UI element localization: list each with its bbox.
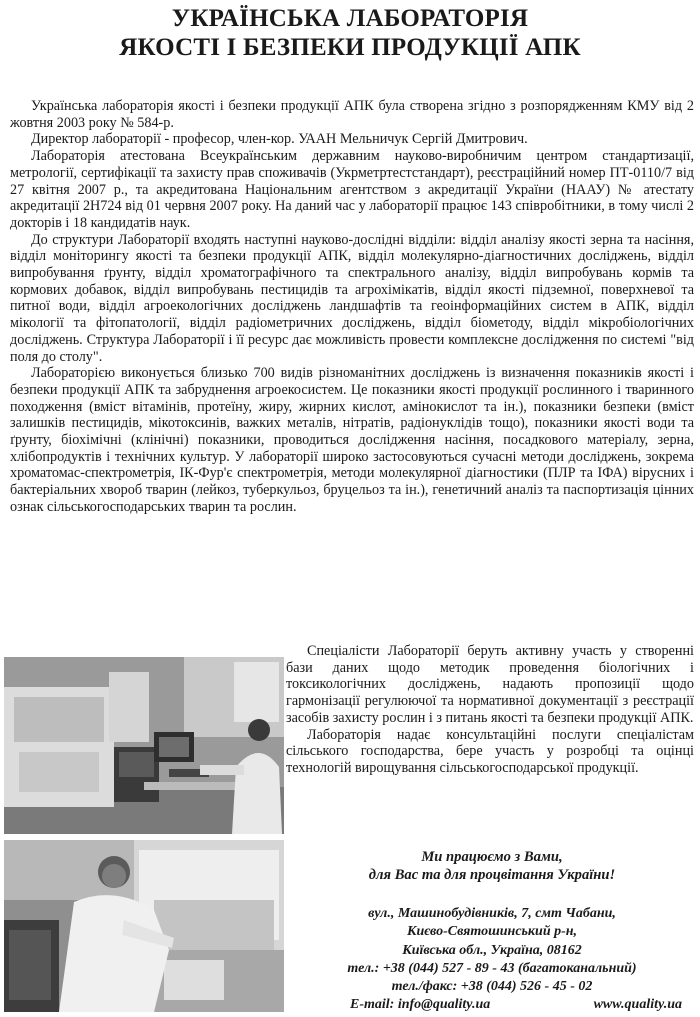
paragraph-specialists: Спеціалісти Лабораторії беруть активну участь у створенні бази даних щодо методик проведення біологічних і токсикологічних досліджень, надають пропозиції щодо гармонізації регулюючої та нормативної документації з реєстрації засобів захисту рослин і з питань якості та безпеки продукції АПК.: [286, 643, 694, 726]
email-address: E-mail: info@quality.ua: [350, 997, 491, 1013]
lab-photo-equipment: [4, 657, 284, 834]
title-line-2: ЯКОСТІ І БЕЗПЕКИ ПРОДУКЦІЇ АПК: [119, 34, 581, 61]
website-url: www.quality.ua: [593, 997, 682, 1013]
paragraph-founding: Українська лабораторія якості і безпеки продукції АПК була створена згідно з розпорядженням КМУ від 2 жовтня 2003 року № 584-р.: [10, 98, 694, 131]
fax-number: тел./факс: +38 (044) 526 - 45 - 02: [391, 979, 593, 995]
slogan: [290, 848, 694, 884]
page-title: [0, 4, 700, 62]
address-street: вул., Машинобудівників, 7, смт Чабани,: [368, 906, 616, 921]
paragraph-research: Лабораторією виконується близько 700 видів різноманітних досліджень із визначення показників якості і безпеки продукції АПК та забруднення агроекосистем. Це показники якості продукції рослинного і тваринного походження (вміст вітамінів, протеїну, жиру, жирних кислот, амінокислот та ін.), показники безпеки (вміст залишків пестицидів, мікотоксинів, важких металів, нітратів, радіонуклідів тощо), показники якості води та ґрунту, біохімічні (клінічні) показники, проводиться дослідження насіння, посадкового матеріалу, зерна, хлібопродуктів і технічних культур. У лабораторії широко застосовуються сучасні методи досліджень, зокрема хроматомас-спектрометрія, ІК-Фур'є спектрометрія, методи молекулярної діагностики (ПЛР та ІФА) вірусних і бактеріальних хвороб тварин (лейкоз, туберкульоз, бруцельоз та ін.), генетичний аналіз та паспортизація цінних ознак сільськогосподарських тварин та рослин.: [10, 365, 694, 515]
slogan-line-2: для Вас та для процвітання України!: [368, 867, 616, 883]
lab-equipment-image: [4, 657, 284, 834]
phone-number: тел.: +38 (044) 527 - 89 - 43 (багатоканальний): [347, 960, 637, 976]
lab-photo-scientist: [4, 840, 284, 1012]
slogan-line-1: Ми працюємо з Вами,: [421, 849, 563, 865]
lab-scientist-image: [4, 840, 284, 1012]
online-contacts: [290, 996, 694, 1014]
contact-block: [290, 905, 694, 1015]
address-district: Києво-Святошинський р-н,: [406, 924, 578, 940]
address-region: Київська обл., Україна, 08162: [402, 942, 582, 958]
title-line-1: УКРАЇНСЬКА ЛАБОРАТОРІЯ: [171, 5, 529, 32]
paragraph-director: Директор лабораторії - професор, член-кор. УААН Мельничук Сергій Дмитрович.: [31, 131, 528, 148]
paragraph-consulting: Лабораторія надає консультаційні послуги спеціалістам сільського господарства, бере участь у розробці та оцінці технологій вирощування сільськогосподарської продукції.: [286, 726, 694, 776]
paragraph-structure: До структури Лабораторії входять наступні науково-дослідні відділи: відділ аналізу якості зерна та насіння, відділ моніторингу якості та безпеки продукції АПК, відділ молекулярно-діагностичних досліджень, відділ випробування ґрунту, відділ хроматографічного та спектрального аналізу, відділ випробувань кормів та кормових добавок, відділ випробувань пестицидів та агрохімікатів, відділ якості підземної, поверхневої та питної води, відділ агроекологічних досліджень ландшафтів та геоінформаційних систем в АПК, відділ мікології та фітопатології, відділ радіометричних досліджень, відділ біометоду, відділ мікробіологічних досліджень. Структура Лабораторії і її ресурс дає можливість провести комплексне дослідження по системі "від поля до столу".: [10, 231, 694, 365]
main-text: [10, 98, 694, 516]
right-column-text: [286, 643, 694, 777]
paragraph-accreditation: Лабораторія атестована Всеукраїнським державним науково-виробничим центром стандартизації, метрології, сертифікації та захисту прав споживачів (Укрметртестстандарт), реєстраційний номер ПТ-0110/7 від 27 квітня 2007 р., та акредитована Національним агентством з акредитації України (НААУ) № атестату акредитації 2Н724 від 01 червня 2007 року. На даний час у лабораторії працює 143 співробітники, в тому числі 2 докторів і 18 кандидатів наук.: [10, 148, 694, 231]
